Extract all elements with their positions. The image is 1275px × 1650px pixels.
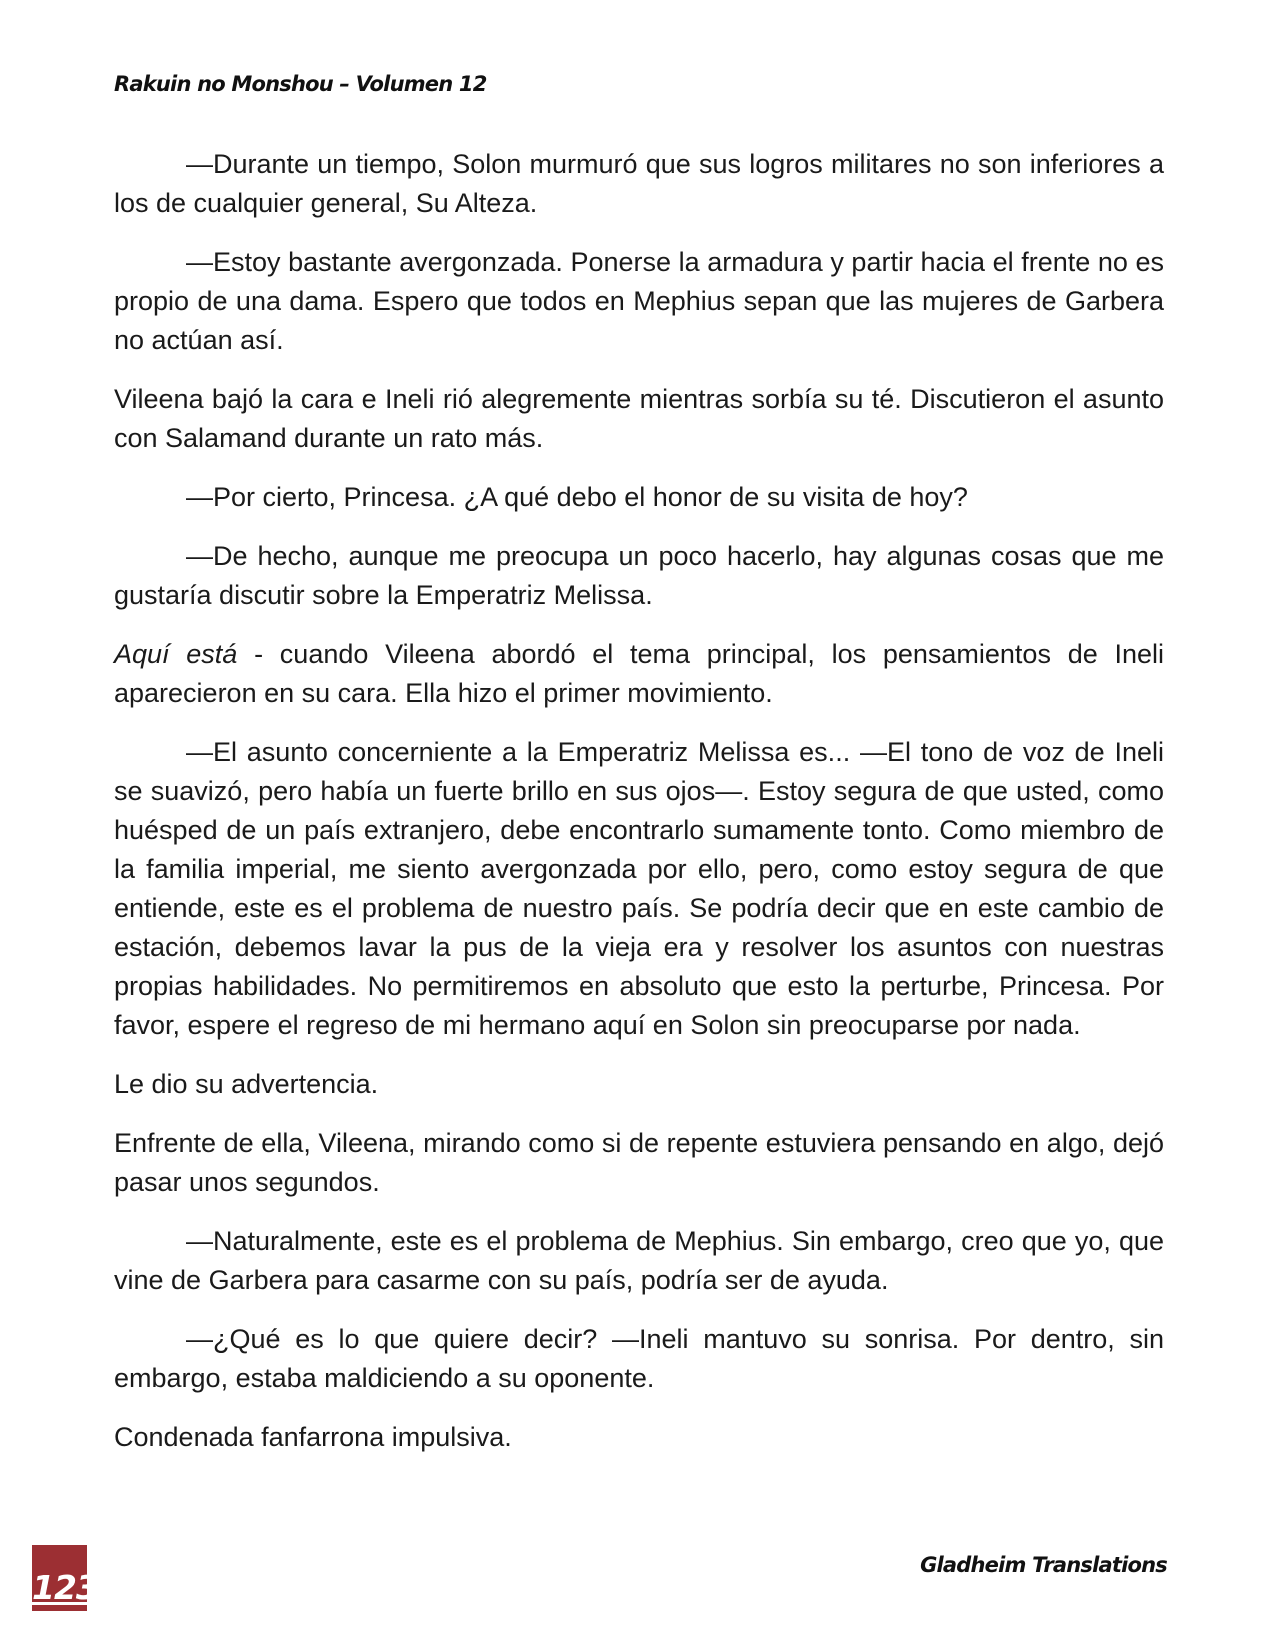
paragraph-6 (114, 635, 1164, 713)
paragraph-2: —Estoy bastante avergonzada. Ponerse la armadura y partir hacia el frente no es propio de una dama. Espero que todos en Mephius sepan que las mujeres de Garbera no actúan así. (114, 247, 1164, 355)
paragraph-8: Le dio su advertencia. (114, 1069, 379, 1099)
paragraph-5: —De hecho, aunque me preocupa un poco hacerlo, hay algunas cosas que me gustaría discutir sobre la Emperatriz Melissa. (114, 541, 1164, 610)
page-number: 123 (32, 1568, 98, 1607)
paragraph-6-text: - cuando Vileena abordó el tema principal, los pensamientos de Ineli aparecieron en su cara. Ella hizo el primer movimiento. (114, 639, 1164, 708)
paragraph-1: —Durante un tiempo, Solon murmuró que sus logros militares no son inferiores a los de cualquier general, Su Alteza. (114, 149, 1164, 218)
page-body (114, 145, 1164, 1477)
paragraph-9: Enfrente de ella, Vileena, mirando como si de repente estuviera pensando en algo, dejó pasar unos segundos. (114, 1128, 1164, 1197)
paragraph-11: —¿Qué es lo que quiere decir? —Ineli mantuvo su sonrisa. Por dentro, sin embargo, estaba maldiciendo a su oponente. (114, 1324, 1164, 1393)
paragraph-3: Vileena bajó la cara e Ineli rió alegremente mientras sorbía su té. Discutieron el asunto con Salamand durante un rato más. (114, 384, 1164, 453)
paragraph-12: Condenada fanfarrona impulsiva. (114, 1422, 512, 1452)
paragraph-4: —Por cierto, Princesa. ¿A qué debo el honor de su visita de hoy? (186, 482, 968, 512)
paragraph-10: —Naturalmente, este es el problema de Mephius. Sin embargo, creo que yo, que vine de Garbera para casarme con su país, podría ser de ayuda. (114, 1226, 1164, 1295)
paragraph-7: —El asunto concerniente a la Emperatriz Melissa es... —El tono de voz de Ineli se suavizó, pero había un fuerte brillo en sus ojos—. Estoy segura de que usted, como huésped de un país extranjero, debe encontrarlo sumamente tonto. Como miembro de la familia imperial, me siento avergonzada por ello, pero, como estoy segura de que entiende, este es el problema de nuestro país. Se podría decir que en este cambio de estación, debemos lavar la pus de la vieja era y resolver los asuntos con nuestras propias habilidades. No permitiremos en absoluto que esto la perturbe, Princesa. Por favor, espere el regreso de mi hermano aquí en Solon sin preocuparse por nada. (114, 737, 1164, 1040)
running-header: Rakuin no Monshou – Volumen 12 (114, 72, 487, 96)
footer-brand: Gladheim Translations (920, 1553, 1167, 1577)
paragraph-6-italic-lead: Aquí está (114, 639, 238, 669)
